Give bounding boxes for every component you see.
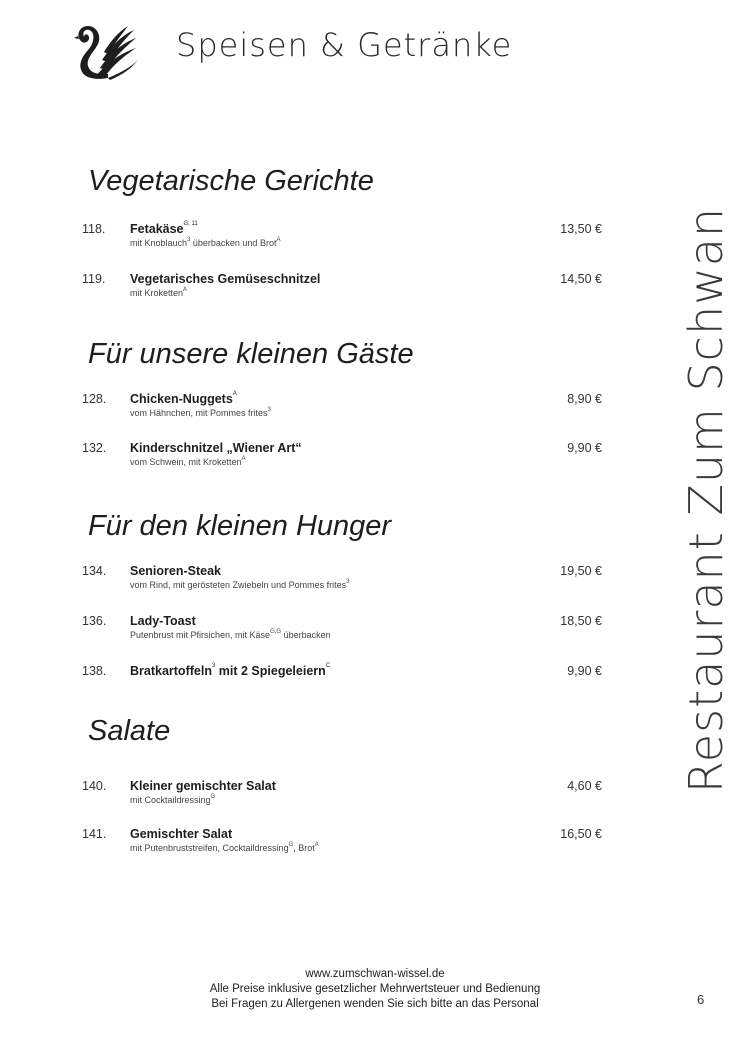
item-name: Senioren-Steak <box>130 564 222 578</box>
footer <box>80 967 670 1012</box>
item-price: 4,60 € <box>567 779 602 793</box>
item-name: Lady-Toast <box>130 614 196 628</box>
allergen-note: Bei Fragen zu Allergenen wenden Sie sich bitte an das Personal <box>211 998 539 1010</box>
item-number: 141. <box>82 827 107 841</box>
item-price: 14,50 € <box>560 272 602 286</box>
section-title: Für unsere kleinen Gäste <box>88 338 414 370</box>
item-description: vom Schwein, mit Kroketten$^A$ <box>130 456 246 467</box>
item-number: 138. <box>82 664 107 678</box>
item-number: 118. <box>82 222 106 236</box>
item-name: Bratkartoffeln$^3$ mit 2 Spiegeleiern$^C$ <box>130 663 331 678</box>
item-description: mit Putenbruststreifen, Cocktaildressing$^G$, Brot$^A$ <box>130 842 319 853</box>
item-name: Fetakäse$^{G, 11}$ <box>130 221 198 236</box>
item-description: vom Rind, mit gerösteten Zwiebeln und Pommes frites$^3$ <box>130 579 350 590</box>
item-description: vom Hähnchen, mit Pommes frites$^3$ <box>130 407 271 418</box>
item-number: 140. <box>82 779 107 793</box>
website-url: www.zumschwan-wissel.de <box>305 968 445 980</box>
price-note: Alle Preise inklusive gesetzlicher Mehrwertsteuer und Bedienung <box>209 983 541 995</box>
item-description: mit Cocktaildressing$^G$ <box>130 794 216 805</box>
item-number: 134. <box>82 564 107 578</box>
item-price: 8,90 € <box>567 392 602 406</box>
item-name: Kleiner gemischter Salat <box>130 779 276 793</box>
section-title: Für den kleinen Hunger <box>88 510 392 542</box>
item-number: 136. <box>82 614 107 628</box>
swan-icon <box>74 18 140 82</box>
item-name: Vegetarisches Gemüseschnitzel <box>130 272 321 286</box>
item-name: Kinderschnitzel „Wiener Art“ <box>130 441 302 455</box>
section-title: Salate <box>88 715 171 747</box>
item-description: Putenbrust mit Pfirsichen, mit Käse$^{G,G}$ überbacken <box>130 629 331 640</box>
page-number: 6 <box>697 992 705 1007</box>
item-description: mit Knoblauch$^3$ überbacken und Brot$^A$ <box>130 237 281 248</box>
section-title: Vegetarische Gerichte <box>88 165 374 197</box>
item-description: mit Kroketten$^A$ <box>130 287 188 298</box>
item-price: 19,50 € <box>560 564 602 578</box>
item-price: 9,90 € <box>567 441 602 455</box>
item-price: 18,50 € <box>560 614 602 628</box>
item-number: 119. <box>82 272 106 286</box>
item-price: 9,90 € <box>567 664 602 678</box>
item-number: 128. <box>82 392 107 406</box>
item-number: 132. <box>82 441 107 455</box>
item-name: Gemischter Salat <box>130 827 233 841</box>
restaurant-name-vertical: Restaurant Zum Schwan <box>679 206 733 794</box>
item-price: 13,50 € <box>560 222 602 236</box>
page-title: Speisen & Getränke <box>176 26 513 64</box>
item-name: Chicken-Nuggets$^A$ <box>130 391 237 406</box>
item-price: 16,50 € <box>560 827 602 841</box>
